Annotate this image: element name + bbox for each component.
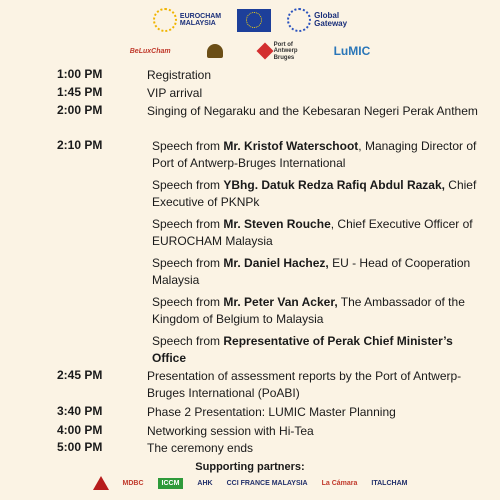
perak-crest-icon [207, 44, 223, 58]
agenda-item: VIP arrival [147, 86, 203, 100]
italcham-logo: ITALCHAM [371, 479, 408, 487]
speaker-name: Mr. Daniel Hachez, [223, 256, 329, 270]
agenda-item: The ceremony ends [147, 441, 254, 455]
cci-france-logo: CCI FRANCE MALAYSIA [226, 479, 308, 487]
global-gateway-star-icon [287, 8, 311, 32]
eu-flag-icon [237, 9, 271, 32]
triangle-logo-icon [93, 476, 109, 490]
agenda-time: 5:00 PM [57, 440, 103, 454]
agenda-time: 2:45 PM [57, 368, 103, 382]
agenda-time: 2:00 PM [57, 103, 103, 117]
agenda-item: Singing of Negaraku and the Kebesaran Negeri Perak Anthem [147, 104, 478, 118]
speaker-name: Representative of Perak Chief Minister’s Office [152, 334, 453, 365]
port-diamond-icon [256, 43, 273, 60]
agenda-item: Networking session with Hi-Tea [147, 424, 314, 438]
beluxcham-logo: BeLuxCham [129, 47, 171, 55]
agenda-time: 1:45 PM [57, 85, 103, 99]
mdbc-logo: MDBC [122, 479, 144, 487]
speaker-name: Mr. Peter Van Acker, [223, 295, 338, 309]
top-logos [0, 8, 500, 32]
iccm-logo: ICCM [158, 478, 184, 489]
partner-logos-row [0, 42, 500, 61]
agenda-time: 4:00 PM [57, 423, 103, 437]
speaker-name: Mr. Steven Rouche [223, 217, 331, 231]
lumic-logo: LuMIC [333, 44, 371, 59]
la-camara-logo: La Cámara [321, 479, 358, 487]
supporting-logos [0, 476, 500, 490]
global-gateway-logo: Global Gateway [287, 8, 347, 32]
agenda-item: Presentation of assessment reports by the Port of Antwerp-Bruges International (PoABI) [147, 369, 462, 400]
agenda-time: 3:40 PM [57, 404, 103, 418]
speaker-name: Mr. Kristof Waterschoot [223, 139, 359, 153]
agenda-item: Phase 2 Presentation: LUMIC Master Planning [147, 405, 396, 419]
speaker-name: YBhg. Datuk Redza Rafiq Abdul Razak, [223, 178, 445, 192]
agenda-item: Registration [147, 68, 212, 82]
supporting-partners-label: Supporting partners: [195, 461, 305, 473]
eurocham-star-icon [153, 8, 177, 32]
port-antwerp-logo: Port of Antwerp Bruges [259, 42, 298, 61]
eurocham-logo: EUROCHAM MALAYSIA [153, 8, 221, 32]
agenda-time: 1:00 PM [57, 67, 103, 81]
agenda-time: 2:10 PM [57, 138, 103, 152]
ahk-logo: AHK [197, 479, 213, 487]
